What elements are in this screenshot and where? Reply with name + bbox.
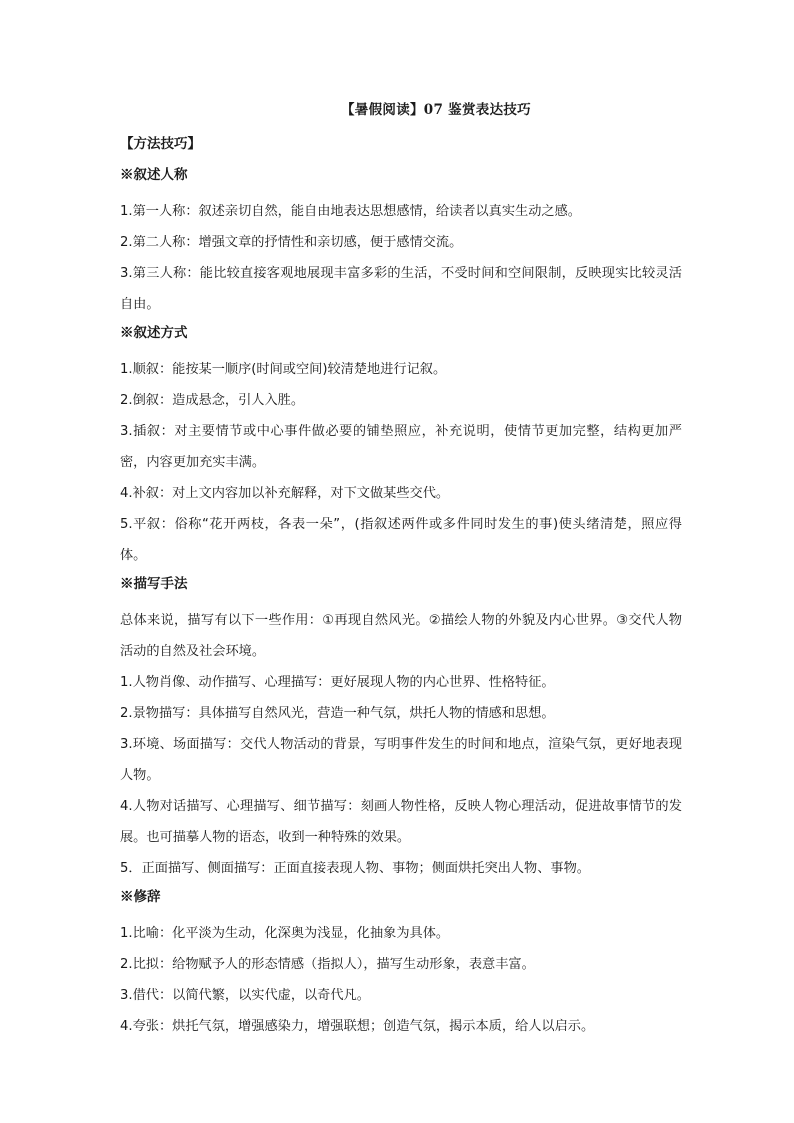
list-item: 4.夸张：烘托气氛，增强感染力，增强联想；创造气氛，揭示本质，给人以启示。 (120, 1019, 595, 1034)
method-heading: 【方法技巧】 (120, 136, 201, 152)
list-item: 4.补叙：对上文内容加以补充解释，对下文做某些交代。 (120, 486, 450, 501)
section-heading: ※叙述人称 (120, 167, 188, 183)
list-item: 5．正面描写、侧面描写：正面直接表现人物、事物；侧面烘托突出人物、事物。 (120, 861, 590, 876)
list-item: 3.第三人称：能比较直接客观地展现丰富多彩的生活，不受时间和空间限制，反映现实比较灵活自由。 (120, 266, 682, 312)
section-narrative-person (120, 165, 682, 320)
list-item: 1.人物肖像、动作描写、心理描写：更好展现人物的内心世界、性格特征。 (120, 675, 555, 690)
list-item: 2.景物描写：具体描写自然风光，营造一种气氛，烘托人物的情感和思想。 (120, 706, 555, 721)
list-item: 2.倒叙：造成悬念，引人入胜。 (120, 393, 305, 408)
list-item: 总体来说，描写有以下一些作用：①再现自然风光。②描绘人物的外貌及内心世界。③交代人物活动的自然及社会环境。 (120, 613, 682, 659)
list-item: 3.借代：以简代繁，以实代虚，以奇代凡。 (120, 988, 370, 1003)
document-title: 【暑假阅读】07 鉴赏表达技巧 (341, 102, 531, 118)
section-description (120, 574, 682, 884)
list-item: 1.第一人称：叙述亲切自然，能自由地表达思想感情，给读者以真实生动之感。 (120, 204, 581, 219)
list-item: 3.插叙：对主要情节或中心事件做必要的铺垫照应，补充说明，使情节更加完整，结构更加严密，内容更加充实丰满。 (120, 424, 682, 470)
list-item: 1.顺叙：能按某一顺序(时间或空间)较清楚地进行记叙。 (120, 362, 447, 377)
list-item: 5.平叙：俗称“花开两枝，各表一朵”，(指叙述两件或多件同时发生的事)使头绪清楚，照应得体。 (120, 517, 682, 563)
section-rhetoric (120, 887, 682, 1042)
list-item: 3.环境、场面描写：交代人物活动的背景，写明事件发生的时间和地点，渲染气氛，更好地表现人物。 (120, 737, 682, 783)
list-item: 2.第二人称：增强文章的抒情性和亲切感，便于感情交流。 (120, 235, 463, 250)
list-item: 4.人物对话描写、心理描写、细节描写：刻画人物性格，反映人物心理活动，促进故事情节的发展。也可描摹人物的语态，收到一种特殊的效果。 (120, 799, 682, 845)
list-item: 1.比喻：化平淡为生动，化深奥为浅显，化抽象为具体。 (120, 926, 450, 941)
list-item: 2.比拟：给物赋予人的形态情感（指拟人），描写生动形象，表意丰富。 (120, 957, 535, 972)
section-heading: ※叙述方式 (120, 325, 188, 341)
section-heading: ※修辞 (120, 889, 161, 905)
section-narrative-method (120, 323, 682, 571)
section-heading: ※描写手法 (120, 576, 188, 592)
